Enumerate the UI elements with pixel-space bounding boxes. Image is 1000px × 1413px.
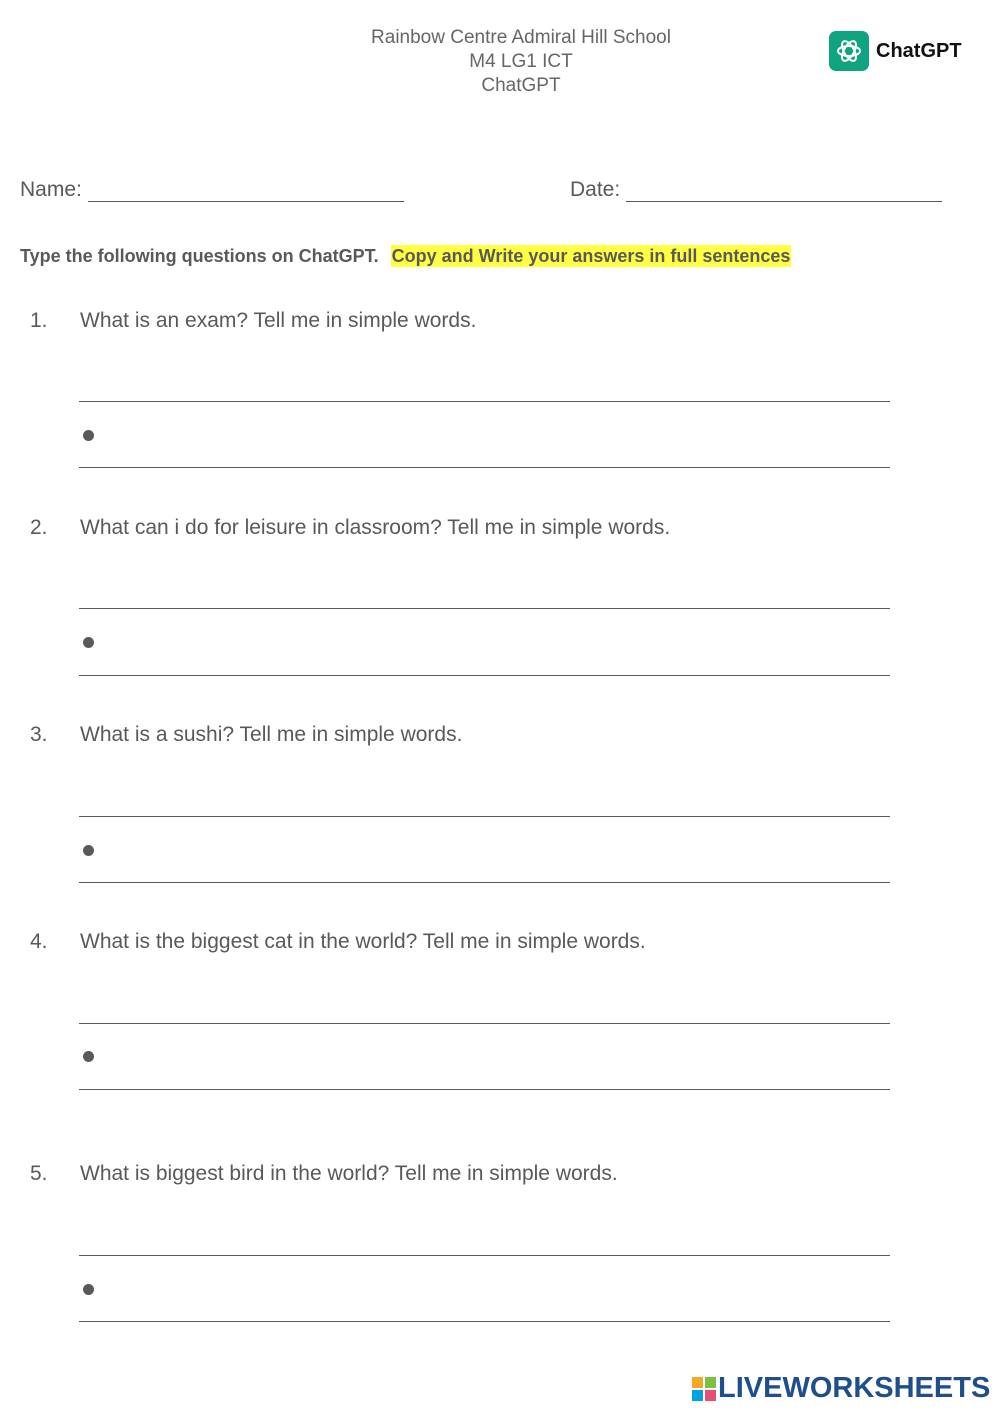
- class-code: M4 LG1 ICT: [469, 51, 573, 72]
- answer-line[interactable]: [79, 816, 890, 817]
- bullet-icon: [83, 1284, 94, 1295]
- question-text: What is a sushi? Tell me in simple words.: [80, 723, 463, 746]
- liveworksheets-brand: LIVEWORKSHEETS: [718, 1372, 991, 1404]
- bullet-icon: [83, 430, 94, 441]
- question-text: What is the biggest cat in the world? Tell me in simple words.: [80, 930, 646, 953]
- answer-line[interactable]: [79, 1321, 890, 1322]
- liveworksheets-logo-icon: [692, 1377, 716, 1401]
- chatgpt-logo-text: ChatGPT: [876, 39, 962, 62]
- instruction-text: Type the following questions on ChatGPT.: [20, 246, 379, 266]
- chatgpt-logo-icon: [829, 31, 869, 71]
- subject-title: ChatGPT: [481, 75, 561, 96]
- answer-line[interactable]: [79, 608, 890, 609]
- date-input-line[interactable]: [626, 179, 942, 202]
- instruction-highlight: Copy and Write your answers in full sentences: [391, 246, 791, 266]
- name-label: Name:: [20, 178, 82, 201]
- question-text: What is biggest bird in the world? Tell me in simple words.: [80, 1162, 618, 1185]
- date-label: Date:: [570, 178, 621, 201]
- question-text: What can i do for leisure in classroom? Tell me in simple words.: [80, 516, 671, 539]
- school-name: Rainbow Centre Admiral Hill School: [371, 27, 671, 48]
- answer-line[interactable]: [79, 467, 890, 468]
- question-number: 4.: [30, 930, 48, 953]
- answer-line[interactable]: [79, 1255, 890, 1256]
- answer-line[interactable]: [79, 882, 890, 883]
- question-number: 5.: [30, 1162, 48, 1185]
- answer-line[interactable]: [79, 401, 890, 402]
- answer-line[interactable]: [79, 1089, 890, 1090]
- instruction: [20, 246, 791, 267]
- name-input-line[interactable]: [88, 179, 404, 202]
- name-field: [20, 178, 404, 202]
- question-number: 3.: [30, 723, 48, 746]
- chatgpt-logo: [829, 31, 962, 71]
- liveworksheets-logo: [692, 1372, 990, 1405]
- question-text: What is an exam? Tell me in simple words.: [80, 309, 477, 332]
- answer-line[interactable]: [79, 675, 890, 676]
- bullet-icon: [83, 637, 94, 648]
- bullet-icon: [83, 1051, 94, 1062]
- bullet-icon: [83, 845, 94, 856]
- answer-line[interactable]: [79, 1023, 890, 1024]
- question-number: 2.: [30, 516, 48, 539]
- question-number: 1.: [30, 309, 48, 332]
- date-field: [570, 178, 942, 202]
